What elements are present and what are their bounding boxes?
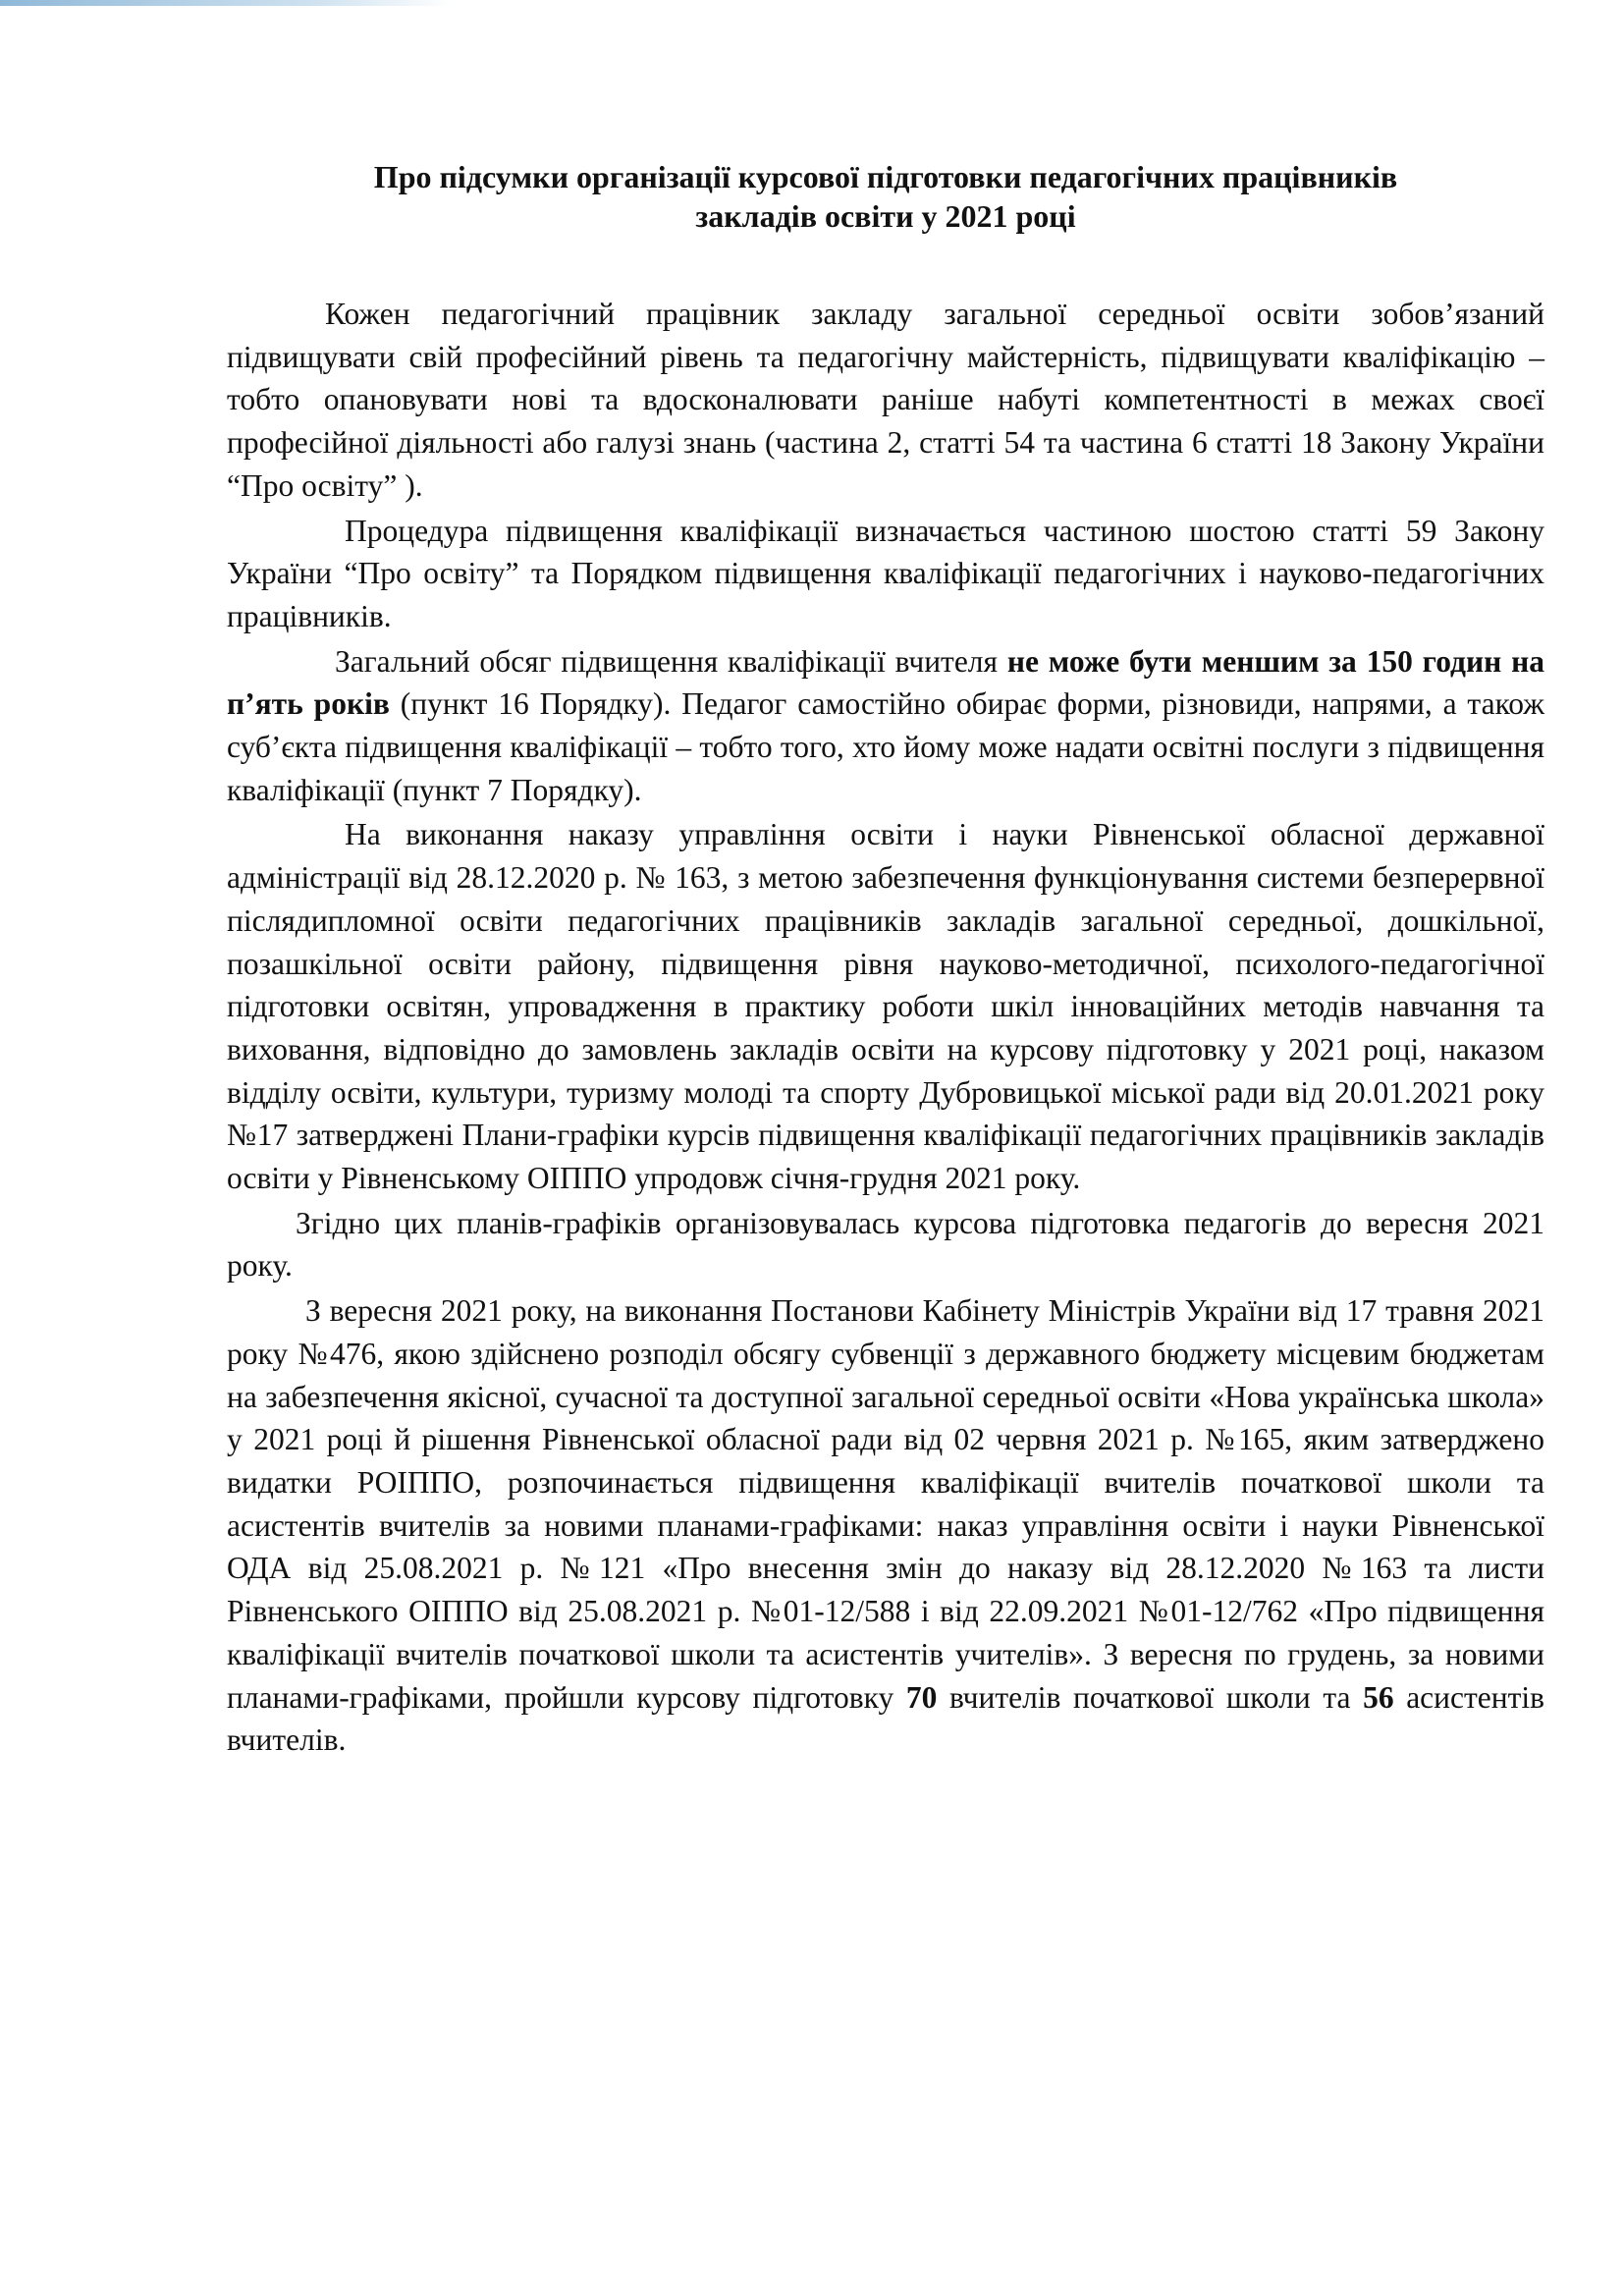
paragraph-6-middle: вчителів початкової школи та	[937, 1679, 1364, 1715]
title-line-1: Про підсумки організації курсової підготовки педагогічних працівників	[373, 159, 1398, 194]
paragraph-6-start: З вересня 2021 року, на виконання Постанови Кабінету Міністрів України від 17 травня 2021 року №476, якою здійснено розподіл обсягу субвенції з державного бюджету місцевим бюджетам на забезпечення якісної, сучасної та доступної загальної середньої освіти «Нова українська школа» у 2021 році й рішення Рівненської обласної ради від 02 червня 2021 р. №165, яким затверджено видатки РОІППО, розпочинається підвищення кваліфікації вчителів початкової школи та асистентів вчителів за новими планами-графіками: наказ управління освіти і науки Рівненської ОДА від 25.08.2021 р. №121 «Про внесення змін до наказу від 28.12.2020 №163 та листи Рівненського ОІППО від 25.08.2021 р. №01-12/588 і від 22.09.2021 №01-12/762 «Про підвищення кваліфікації вчителів початкової школи та асистентів учителів». З вересня по грудень, за новими планами-графіками, пройшли курсову підготовку	[227, 1293, 1544, 1715]
paragraph-3	[227, 640, 1544, 812]
scan-edge-tint	[0, 0, 452, 6]
paragraph-2: Процедура підвищення кваліфікації визначається частиною шостою статті 59 Закону України “Про освіту” та Порядком підвищення кваліфікації педагогічних і науково-педагогічних працівників.	[227, 513, 1544, 633]
document-page	[227, 157, 1544, 1762]
paragraph-5: Згідно цих планів-графіків організовувалась курсова підготовка педагогів до вересня 2021 року.	[227, 1205, 1544, 1284]
paragraph-1: Кожен педагогічний працівник закладу загальної середньої освіти зобов’язаний підвищувати свій професійний рівень та педагогічну майстерність, підвищувати кваліфікацію – тобто опановувати нові та вдосконалювати раніше набуті компетентності в межах своєї професійної діяльності або галузі знань (частина 2, статті 54 та частина 6 статті 18 Закону України “Про освіту” ).	[227, 297, 1544, 503]
document-title	[227, 157, 1544, 236]
teachers-count: 70	[905, 1679, 938, 1715]
paragraph-3-start: Загальний обсяг підвищення кваліфікації вчителя	[335, 643, 1007, 679]
paragraph-6	[227, 1289, 1544, 1762]
paragraph-3-end: (пункт 16 Порядку). Педагог самостійно обирає форми, різновиди, напрями, а також суб’єкта підвищення кваліфікації – тобто того, хто йому може надати освітні послуги з підвищення кваліфікації (пункт 7 Порядку).	[227, 686, 1544, 807]
title-line-2: закладів освіти у 2021 році	[695, 198, 1076, 234]
paragraph-3-emphasis: не може бути меншим за 150 годин на п’ять років	[227, 643, 1545, 722]
paragraph-6-end: асистентів вчителів.	[227, 1679, 1544, 1758]
paragraph-4: На виконання наказу управління освіти і науки Рівненської обласної державної адміністрації від 28.12.2020 р. № 163, з метою забезпечення функціонування системи безперервної післядипломної освіти педагогічних працівників закладів загальної середньої, дошкільної, позашкільної освіти району, підвищення рівня науково-методичної, психолого-педагогічної підготовки освітян, упровадження в практику роботи шкіл інноваційних методів навчання та виховання, відповідно до замовлень закладів освіти на курсову підготовку у 2021 році, наказом відділу освіти, культури, туризму молоді та спорту Дубровицької міської ради від 20.01.2021 року №17 затверджені Плани-графіки курсів підвищення кваліфікації педагогічних працівників закладів освіти у Рівненському ОІППО упродовж січня-грудня 2021 року.	[227, 817, 1544, 1196]
assistants-count: 56	[1363, 1679, 1394, 1715]
